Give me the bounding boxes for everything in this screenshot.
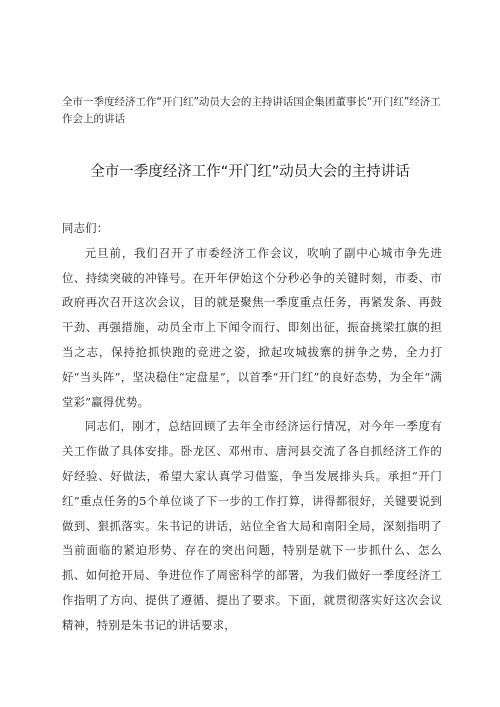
paragraph-2: 同志们，刚才，总结回顾了去年全市经济运行情况，对今年一季度有关工作做了具体安排。卧龙区、邓州市、唐河县交流了各自抓经济工作的好经验、好做法，希望大家认真学习借鉴，争当发展排头兵。承担“开门红”重点任务的5个单位谈了下一步的工作打算，讲得都很好，关键要说到做到、狠抓落实。朱书记的讲话，站位全省大局和南阳全局，深刻指明了当前面临的紧迫形势、存在的突出问题，特别是就下一步抓什么、怎么抓、如何抢开局、争进位作了周密科学的部署，为我们做好一季度经济工作指明了方向、提供了遵循、提出了要求。下面，就贯彻落实好这次会议精神，特别是朱书记的讲话要求， [62,419,442,632]
document-header-title: 全市一季度经济工作“开门红”动员大会的主持讲话国企集团董事长“开门红”经济工作会上的讲话 [62,96,441,125]
document-body [62,216,442,638]
salutation: 同志们： [62,221,109,235]
paragraph-1: 元旦前，我们召开了市委经济工作会议，吹响了副中心城市争先进位、持续突破的冲锋号。在开年伊始这个分秒必争的关键时刻，市委、市政府再次召开这次会议，目的就是聚焦一季度重点任务，再紧发条、再鼓干劲、再强措施，动员全市上下闻令而行、即刻出征，振奋挑梁扛旗的担当之志，保持抢抓快跑的竞进之姿，掀起攻城拔寨的拼争之势，全力打好“当头阵”，坚决稳住“定盘星”，以首季“开门红”的良好态势，为全年“满堂彩”赢得优势。 [62,245,442,409]
page-title: 全市一季度经济工作“开门红”动员大会的主持讲话 [90,164,410,180]
